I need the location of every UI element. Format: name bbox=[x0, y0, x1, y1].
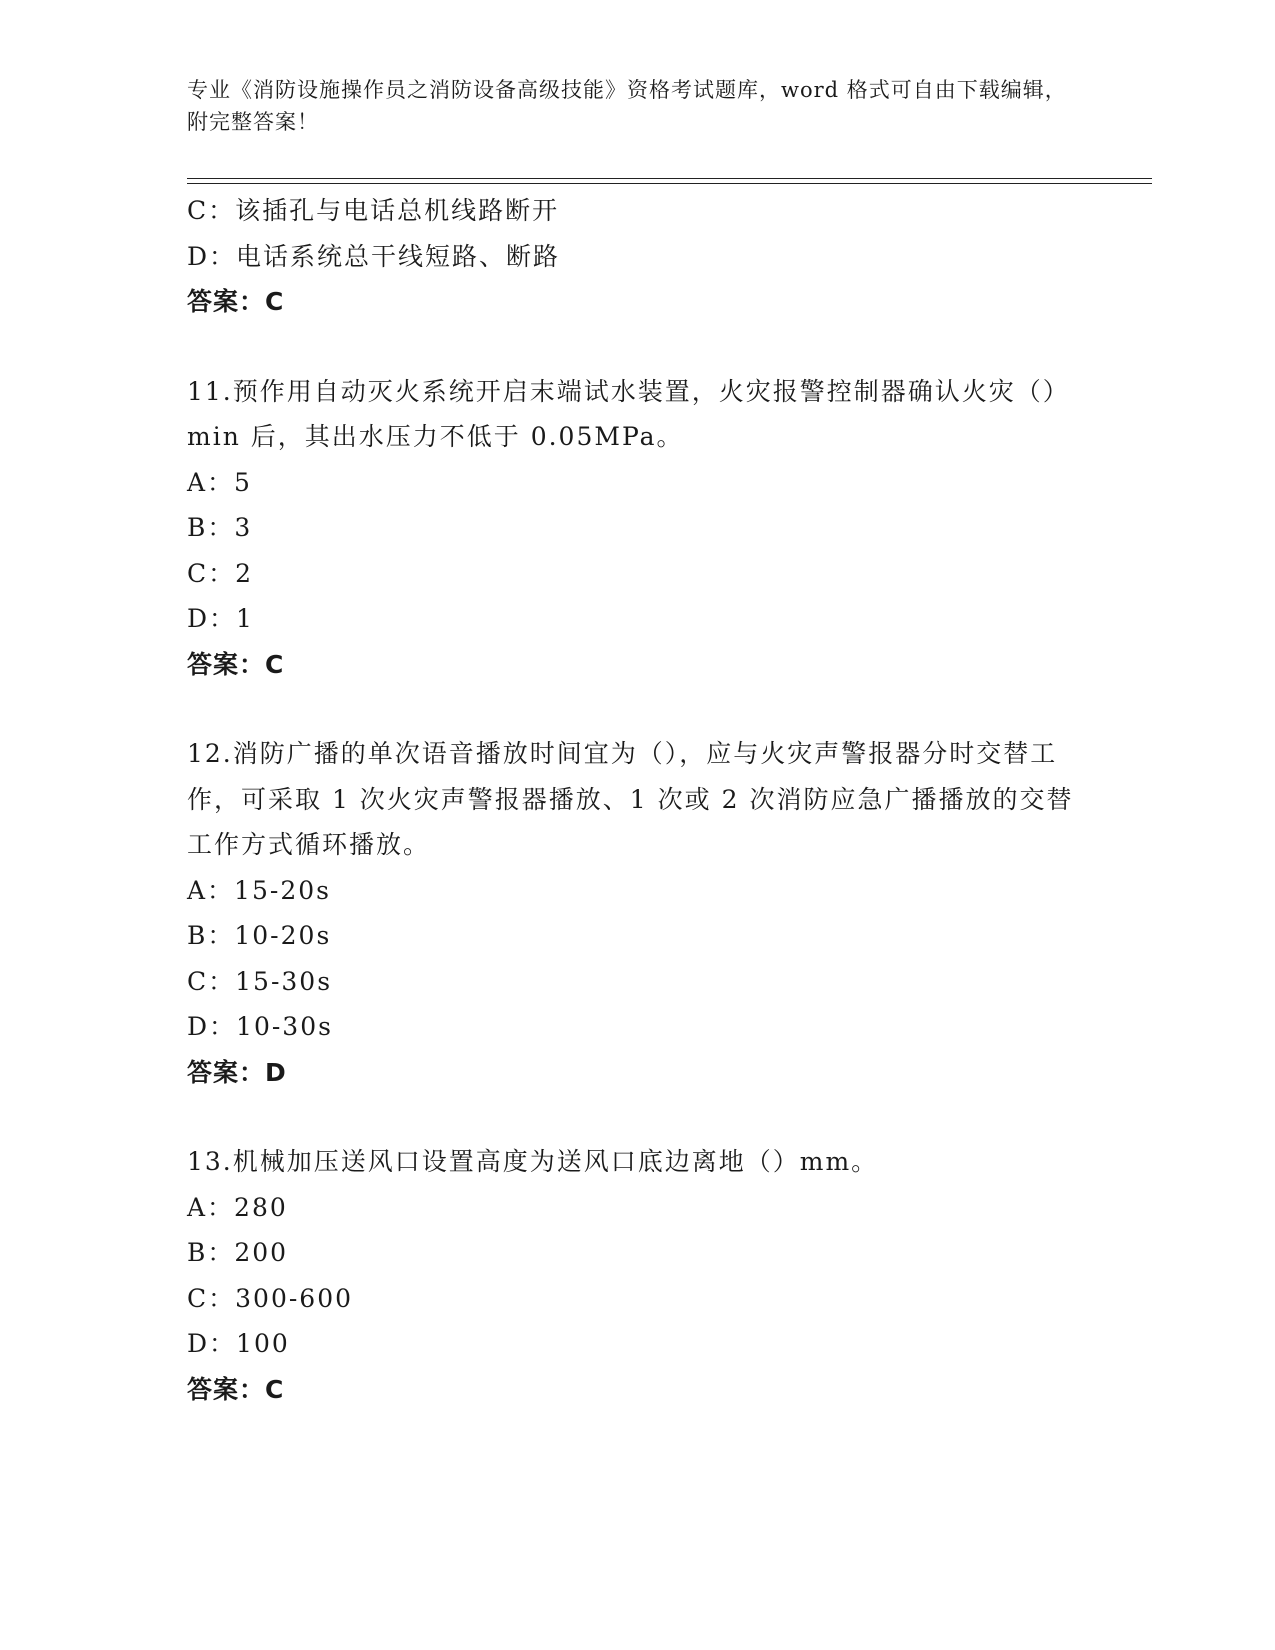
option-a: A：280 bbox=[187, 1192, 288, 1222]
option-c: C：15-30s bbox=[187, 966, 333, 996]
option-b: B：10-20s bbox=[187, 921, 332, 950]
question-12 bbox=[187, 731, 1087, 1095]
spacer bbox=[187, 1095, 1087, 1139]
answer: 答案：C bbox=[187, 1374, 285, 1404]
answer: 答案：C bbox=[187, 649, 285, 679]
option-b: B：3 bbox=[187, 513, 253, 542]
option-c: C：300-600 bbox=[187, 1283, 354, 1313]
question-content bbox=[187, 188, 1087, 1412]
answer: 答案：D bbox=[187, 1057, 287, 1087]
question-text: 13.机械加压送风口设置高度为送风口底边离地（）mm。 bbox=[187, 1147, 879, 1176]
question-11 bbox=[187, 369, 1087, 688]
option-d: D：10-30s bbox=[187, 1012, 333, 1041]
option-d: D：100 bbox=[187, 1329, 290, 1358]
option-a: A：5 bbox=[187, 467, 252, 497]
answer: 答案：C bbox=[187, 287, 285, 316]
question-text: 12.消防广播的单次语音播放时间宜为（），应与火灾声警报器分时交替工作，可采取 1 次火灾声警报器播放、1 次或 2 次消防应急广播播放的交替工作方式循环播放。 bbox=[187, 739, 1074, 859]
header-divider-top bbox=[187, 178, 1152, 179]
option-a: A：15-20s bbox=[187, 875, 331, 905]
option-c: C：2 bbox=[187, 558, 254, 588]
header-note: 专业《消防设施操作员之消防设备高级技能》资格考试题库，word 格式可自由下载编辑，附完整答案！ bbox=[187, 78, 1067, 134]
spacer bbox=[187, 325, 1087, 369]
option-c: C：该插孔与电话总机线路断开 bbox=[187, 196, 560, 225]
option-b: B：200 bbox=[187, 1238, 289, 1267]
header-divider-bottom bbox=[187, 183, 1152, 184]
option-d: D：电话系统总干线短路、断路 bbox=[187, 241, 561, 271]
option-d: D：1 bbox=[187, 604, 254, 633]
previous-question-tail bbox=[187, 188, 1087, 325]
question-text: 11.预作用自动灭火系统开启末端试水装置，火灾报警控制器确认火灾（）min 后，其出水压力不低于 0.05MPa。 bbox=[187, 376, 1070, 451]
spacer bbox=[187, 687, 1087, 731]
question-13 bbox=[187, 1139, 1087, 1412]
